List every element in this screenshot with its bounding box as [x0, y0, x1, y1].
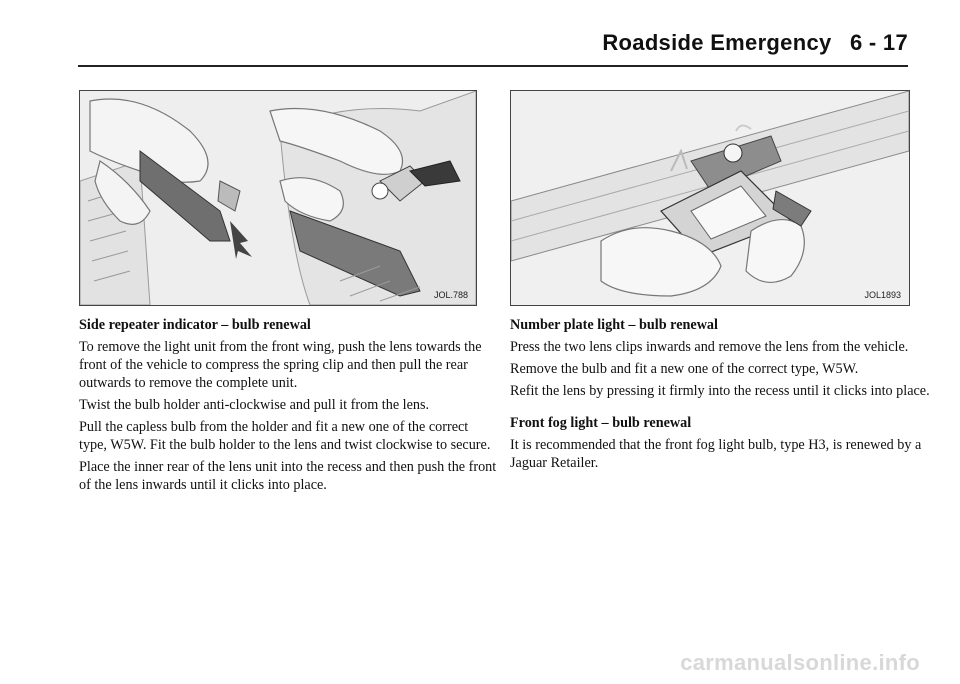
number-plate-drawing — [511, 91, 909, 305]
side-repeater-illustration — [79, 90, 477, 306]
number-plate-heading: Number plate light – bulb renewal — [510, 317, 718, 333]
figure-code-right: JOL1893 — [864, 290, 901, 300]
number-plate-light-illustration — [510, 90, 910, 306]
paragraph: Twist the bulb holder anti-clockwise and pull it from the lens. — [79, 397, 430, 413]
paragraph: Place the inner rear of the lens unit into the recess and then push the front of the lens inwards until it clicks into place. — [79, 459, 497, 493]
front-fog-heading: Front fog light – bulb renewal — [510, 415, 692, 431]
watermark: carmanualsonline.info — [680, 650, 920, 675]
paragraph: Pull the capless bulb from the holder and fit a new one of the correct type, W5W. Fit the bulb holder to the lens and twist clockwise to secure. — [79, 419, 491, 453]
figure-code-left: JOL.788 — [433, 290, 468, 300]
paragraph: Press the two lens clips inwards and remove the lens from the vehicle. — [510, 339, 909, 355]
paragraph: Remove the bulb and fit a new one of the correct type, W5W. — [510, 361, 859, 377]
section-title: Roadside Emergency — [602, 30, 832, 55]
paragraph: To remove the light unit from the front wing, push the lens towards the front of the vehicle to compress the spring clip and then pull the rear outwards to remove the complete unit. — [79, 339, 482, 391]
side-repeater-drawing — [80, 91, 476, 305]
page-number: 6 - 17 — [849, 30, 908, 55]
side-repeater-section — [79, 316, 499, 498]
page-header — [602, 30, 908, 56]
header-rule — [78, 65, 908, 67]
side-repeater-heading: Side repeater indicator – bulb renewal — [79, 317, 311, 333]
paragraph: It is recommended that the front fog light bulb, type H3, is renewed by a Jaguar Retailer. — [510, 437, 922, 471]
number-plate-section — [510, 316, 930, 476]
paragraph: Refit the lens by pressing it firmly into the recess until it clicks into place. — [510, 383, 930, 399]
